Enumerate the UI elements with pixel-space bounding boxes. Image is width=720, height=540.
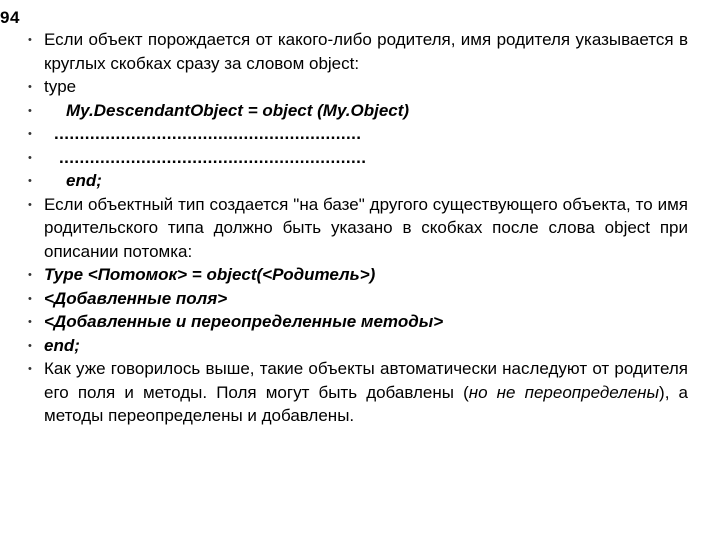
bullet-text <box>44 357 688 428</box>
list-item <box>28 287 688 311</box>
bullet-text-italic: но не переопределены <box>468 382 660 402</box>
code-line: • end; <box>44 335 80 355</box>
slide-number: 94 <box>0 8 20 27</box>
list-item <box>28 334 688 358</box>
list-item <box>28 28 688 75</box>
ellipsis-line: • ............................................................ <box>54 124 362 143</box>
bullet-text: • Если объект порождается от какого-либо родителя, имя родителя указывается в круглых скобках сразу за словом object: <box>44 30 688 73</box>
code-line: • <Добавленные и переопределенные методы> <box>44 312 444 331</box>
list-item <box>28 169 688 193</box>
list-item <box>28 75 688 99</box>
bullet-text: • Если объектный тип создается "на базе" другого существующего объекта, то имя родительского типа должно быть указано в скобках после слова object при описании потомка: <box>44 194 688 261</box>
list-item <box>28 99 688 123</box>
bullet-text-part: Как уже говорилось выше, такие объекты автоматически наследуют от родителя его поля и методы. Поля могут быть добавлены ( <box>44 359 688 402</box>
list-item <box>28 357 688 428</box>
ellipsis-line: • ............................................................ <box>59 147 367 167</box>
bullet-list <box>28 28 688 428</box>
code-line: • Type <Потомок> = object(<Родитель>) <box>44 265 376 284</box>
code-line: • end; <box>66 171 102 190</box>
bullet-text-part: ), а методы переопределены и добавлены. <box>44 382 688 425</box>
code-line: • My.DescendantObject = object (My.Object) <box>66 100 410 120</box>
list-item <box>28 193 688 264</box>
list-item <box>28 146 688 170</box>
list-item <box>28 122 688 146</box>
list-item <box>28 263 688 287</box>
list-item <box>28 310 688 334</box>
code-line: • type <box>44 77 77 96</box>
code-line: • <Добавленные поля> <box>44 288 228 308</box>
